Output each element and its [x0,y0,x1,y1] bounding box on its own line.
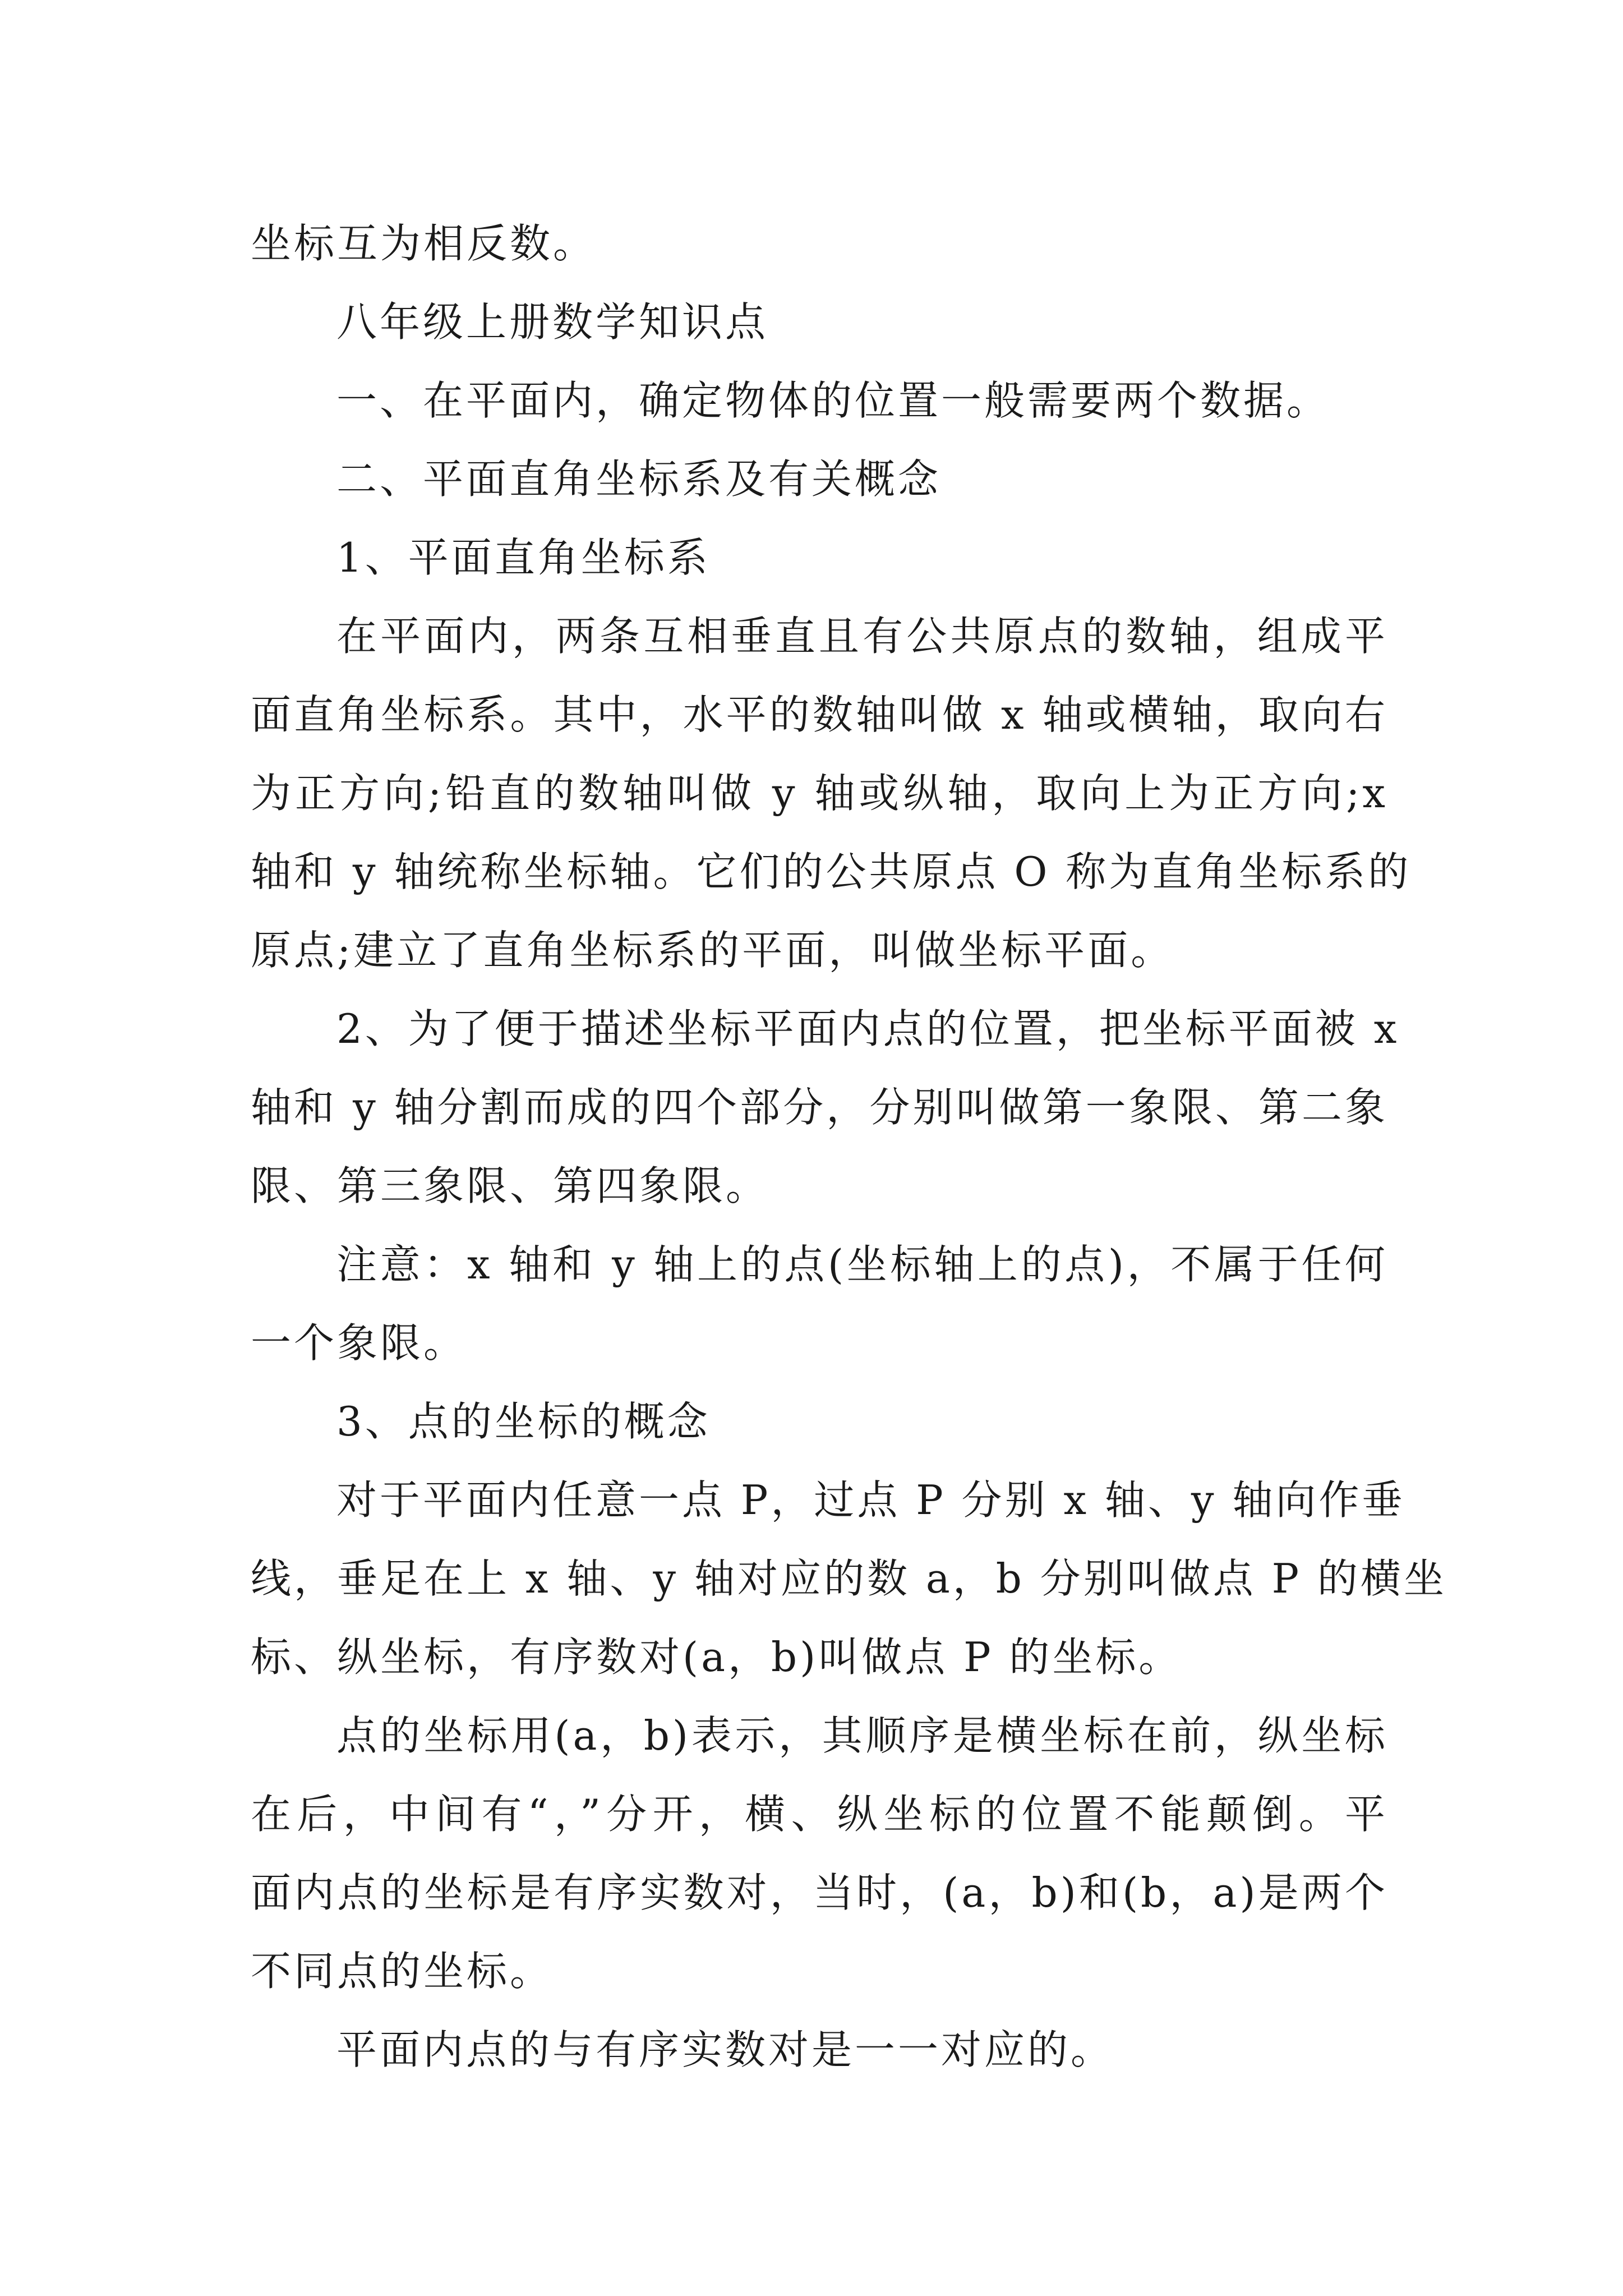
text-line: 二、平面直角坐标系及有关概念 [336,455,942,503]
text-line: 2、为了便于描述坐标平面内点的位置，把坐标平面被 x [336,1005,1400,1052]
text-line: 为正方向;铅直的数轴叫做 y 轴或纵轴，取向上为正方向;x [251,770,1388,817]
text-line: 一个象限。 [251,1319,467,1366]
text-line: 不同点的坐标。 [251,1948,554,1995]
text-line: 原点;建立了直角坐标系的平面，叫做坐标平面。 [251,927,1174,974]
text-line: 限、第三象限、第四象限。 [251,1162,769,1209]
text-line: 面内点的坐标是有序实数对，当时，(a，b)和(b，a)是两个 [251,1869,1388,1916]
text-line: 3、点的坐标的概念 [336,1398,711,1445]
text-line: 对于平面内任意一点 P，过点 P 分别 x 轴、y 轴向作垂 [336,1476,1405,1524]
text-line: 线，垂足在上 x 轴、y 轴对应的数 a，b 分别叫做点 P 的横坐 [251,1555,1447,1602]
text-line: 平面内点的与有序实数对是一一对应的。 [336,2026,1114,2073]
text-line: 标、纵坐标，有序数对(a，b)叫做点 P 的坐标。 [251,1634,1182,1681]
section-heading: 八年级上册数学知识点 [336,298,769,346]
text-line: 坐标互为相反数。 [251,220,597,267]
text-line: 在后，中间有“，”分开，横、纵坐标的位置不能颠倒。平 [251,1791,1388,1838]
text-line: 点的坐标用(a，b)表示，其顺序是横坐标在前，纵坐标 [336,1712,1388,1759]
text-line: 轴和 y 轴统称坐标轴。它们的公共原点 O 称为直角坐标系的 [251,848,1412,895]
text-line: 面直角坐标系。其中，水平的数轴叫做 x 轴或横轴，取向右 [251,691,1388,738]
text-line: 轴和 y 轴分割而成的四个部分，分别叫做第一象限、第二象 [251,1084,1388,1131]
text-line: 一、在平面内，确定物体的位置一般需要两个数据。 [336,377,1330,424]
text-line: 在平面内，两条互相垂直且有公共原点的数轴，组成平 [336,613,1388,660]
text-line: 注意：x 轴和 y 轴上的点(坐标轴上的点)，不属于任何 [336,1241,1388,1288]
text-line: 1、平面直角坐标系 [336,534,711,581]
